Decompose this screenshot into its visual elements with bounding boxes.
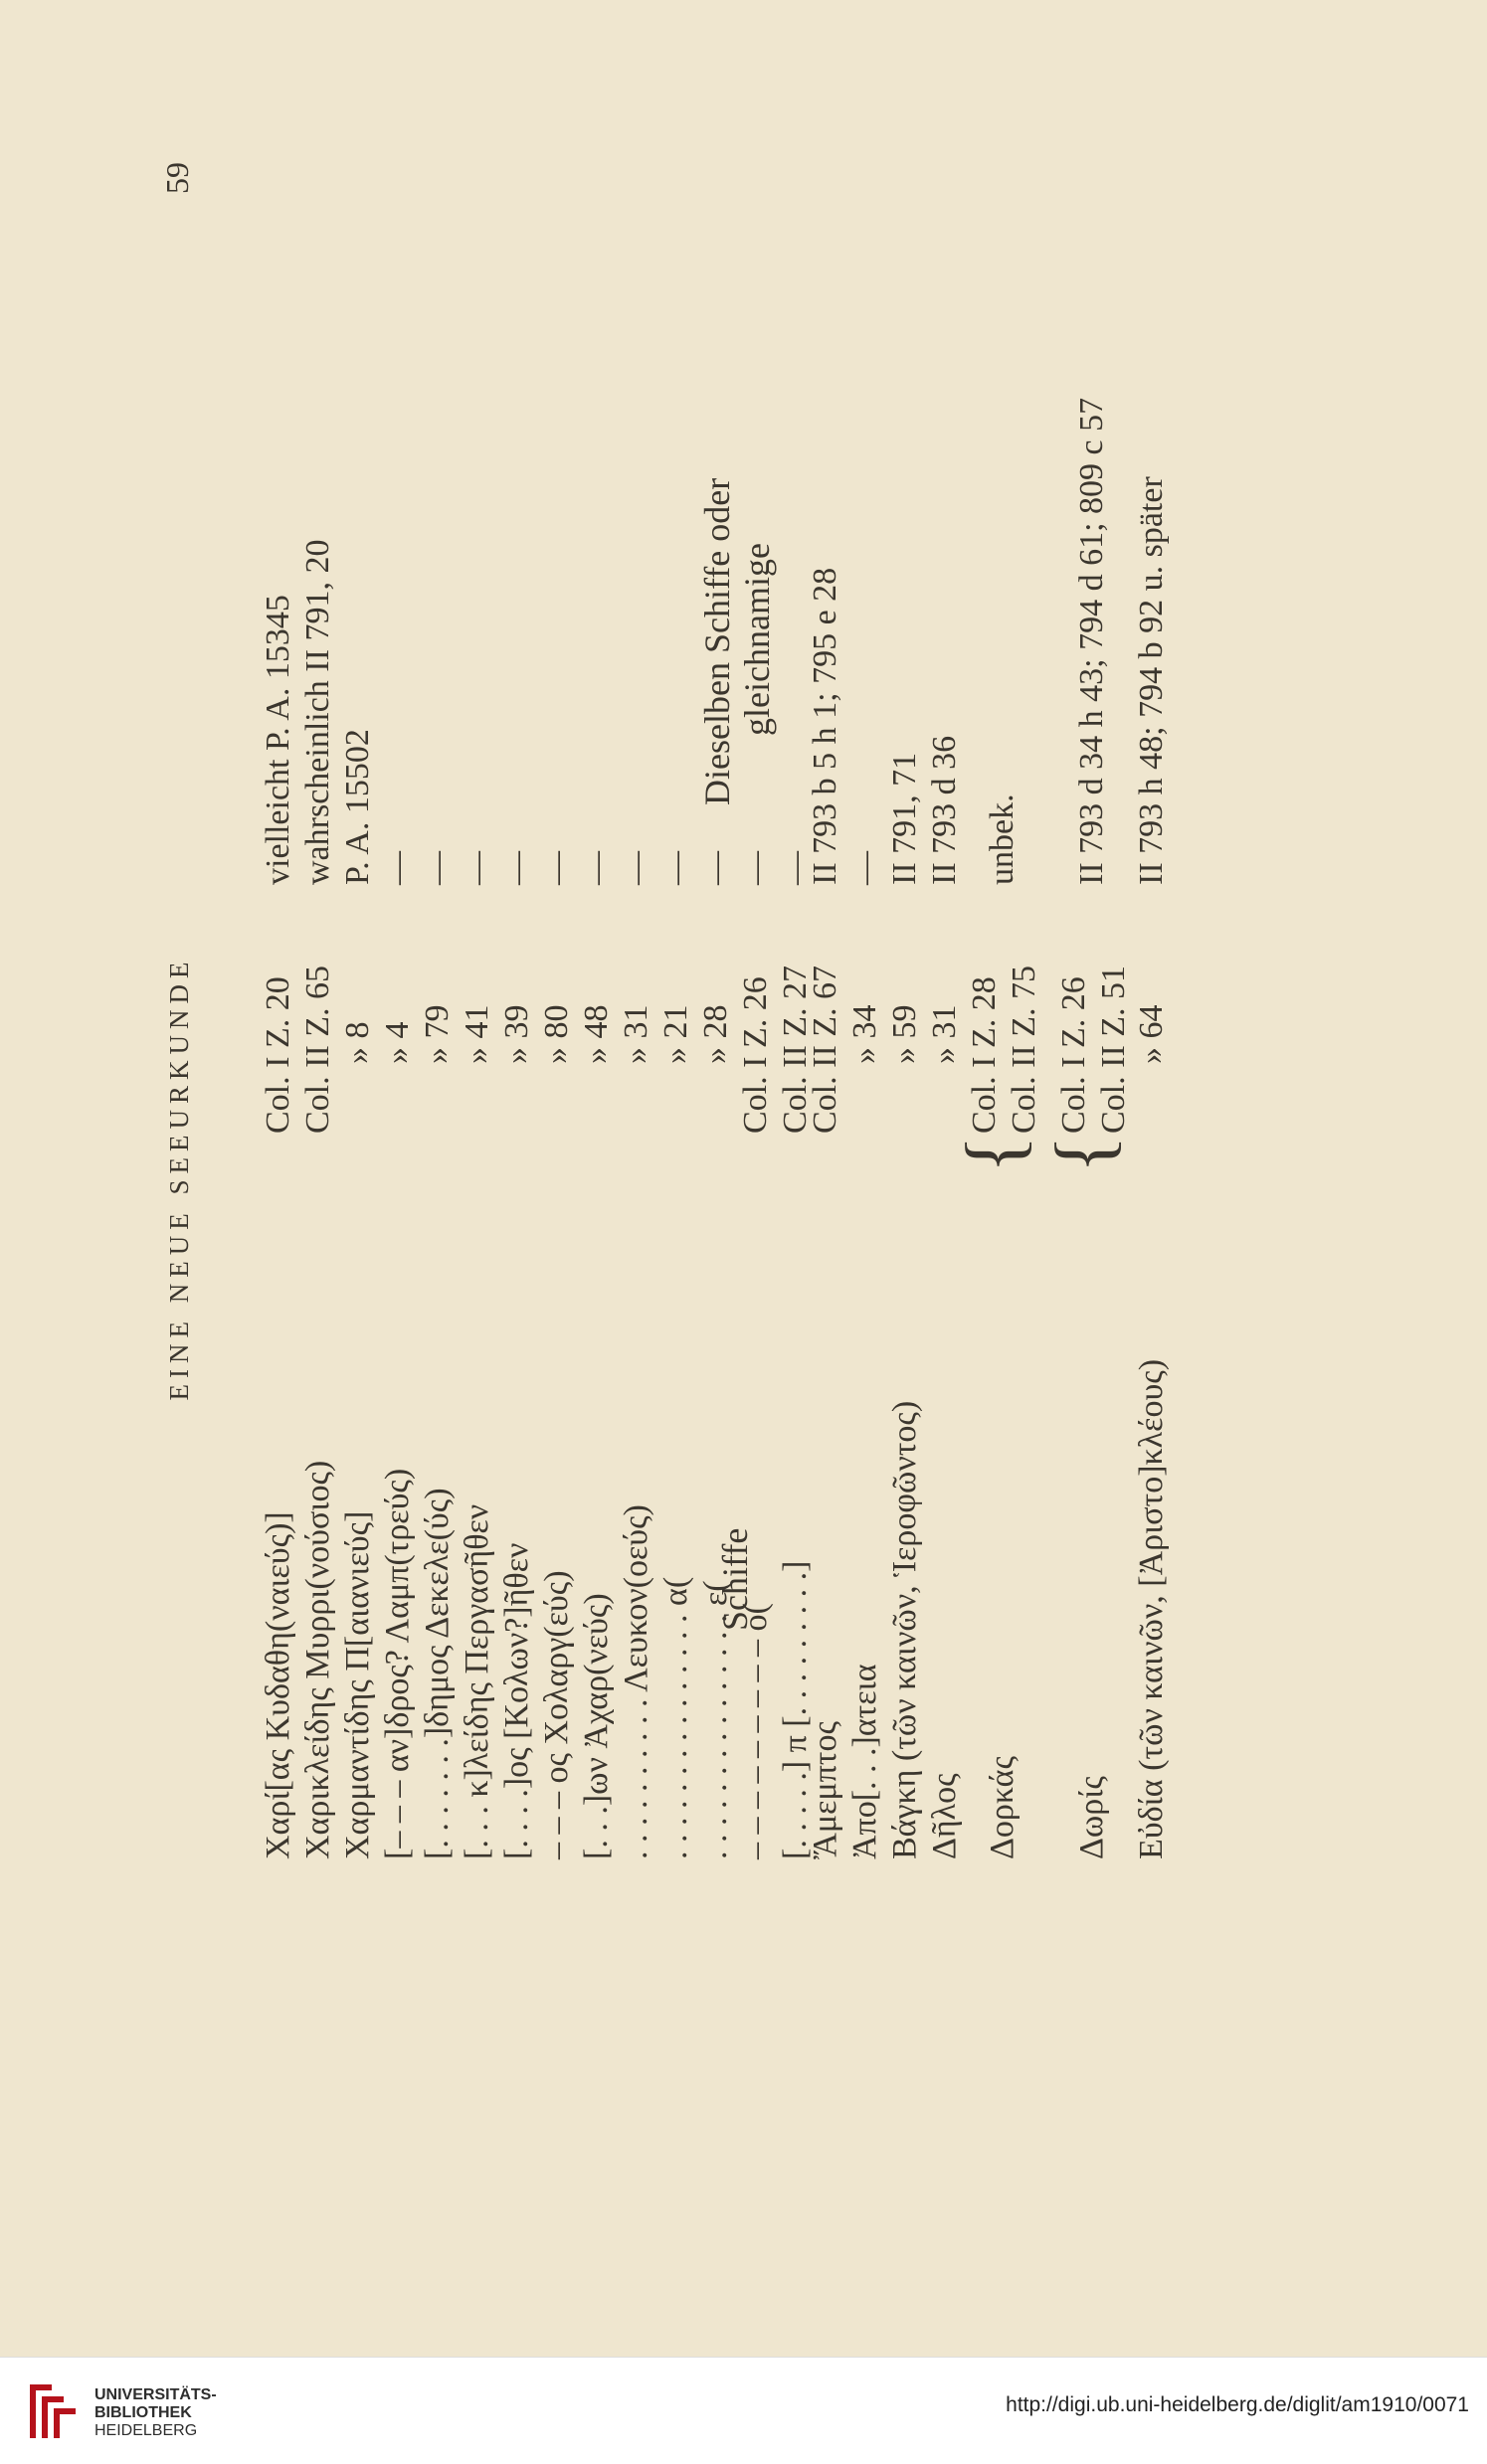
ref-cell: » 21 — [657, 1004, 694, 1064]
ref-cell: » 31 — [926, 1004, 963, 1064]
note-cell: — — [846, 851, 883, 885]
running-title: EINE NEUE SEEURKUNDE — [164, 956, 194, 1401]
section-heading-schiffe: Schiffe — [715, 1527, 755, 1631]
note-cell: — — [697, 851, 734, 885]
name-cell: Χαρμαντίδης Π[αιανιεύς] — [339, 1510, 376, 1859]
ref-cell: Col. I Z. 26 — [737, 976, 774, 1134]
ref-cell: » 8 — [339, 1021, 376, 1064]
note-cell: II 791, 71 — [886, 752, 923, 885]
name-cell: Δωρίς — [1073, 1776, 1110, 1859]
name-cell: [. . . . .] π [. . . . . . . . .] — [777, 1560, 814, 1859]
ref-cell: » 31 — [618, 1004, 654, 1064]
note-cell: — — [419, 851, 456, 885]
brace-icon: { — [1040, 1135, 1128, 1173]
note-cell: II 793 h 48; 794 b 92 u. später — [1133, 476, 1170, 885]
name-cell: Χαρί[ας Κυδαθη(ναιεύς)] — [260, 1511, 296, 1859]
logo-line: UNIVERSITÄTS- — [94, 2386, 217, 2403]
logo-line: BIBLIOTHEK — [94, 2404, 192, 2421]
name-cell: – – – – – – – – – ο( — [737, 1603, 774, 1859]
note-cell: P. A. 15502 — [339, 729, 376, 885]
library-logo-text — [94, 2386, 217, 2440]
source-url-link[interactable]: http://digi.ub.uni-heidelberg.de/diglit/am1910/0071 — [1006, 2393, 1469, 2416]
name-cell: [. . . . . . .]δημος Δεκελε(ύς) — [419, 1488, 456, 1859]
name-cell: Εὐδία (τῶν καινῶν, [Ἀριστο]κλέους) — [1133, 1358, 1170, 1859]
ref-cell: Col. I Z. 26 — [1055, 976, 1092, 1134]
name-cell: . . . . . . . . . . . . . . . ε( — [697, 1580, 734, 1859]
note-cell: — — [498, 851, 535, 885]
name-cell: Ἄμεμπτος — [807, 1721, 843, 1859]
ref-cell: Col. II Z. 75 — [1006, 965, 1042, 1134]
name-cell: Δορκάς — [984, 1756, 1021, 1859]
name-cell: [. . .]ων Ἀχαρ(νεύς) — [578, 1593, 615, 1859]
name-cell: Δῆλος — [926, 1773, 963, 1859]
section-heading-gleichnamige: gleichnamige — [737, 543, 777, 736]
logo-line: HEIDELBERG — [94, 2422, 198, 2439]
ref-cell: » 64 — [1133, 1004, 1170, 1064]
ref-cell: Col. II Z. 67 — [807, 965, 843, 1134]
name-cell: . . . . . . . . . . . . . . . α( — [657, 1576, 694, 1859]
note-cell: — — [777, 851, 814, 885]
name-cell: [. . . κ]λείδης Περγασῆθεν — [459, 1503, 495, 1859]
note-cell: II 793 d 36 — [926, 735, 963, 885]
name-cell: – – – ος Χολαργ(εύς) — [538, 1570, 575, 1859]
ref-cell: » 79 — [419, 1004, 456, 1064]
ref-cell: » 28 — [697, 1004, 734, 1064]
ref-cell: Col. I Z. 20 — [260, 976, 296, 1134]
note-cell: vielleicht P. A. 15345 — [260, 595, 296, 885]
name-cell: Βάγκη (τῶν καινῶν, Ἱεροφῶντος) — [886, 1400, 923, 1859]
name-cell: . . . . . . . . . . Λευκον(οεύς) — [618, 1504, 654, 1859]
note-cell: — — [618, 851, 654, 885]
brace-icon: { — [951, 1135, 1038, 1173]
ref-cell: » 41 — [459, 1004, 495, 1064]
note-cell: — — [737, 851, 774, 885]
page-number: 59 — [159, 162, 195, 194]
ref-cell: » 4 — [379, 1021, 416, 1064]
name-cell: Ἀπο[. . .]ατεια — [846, 1664, 883, 1859]
note-cell: — — [459, 851, 495, 885]
note-cell: — — [657, 851, 694, 885]
note-cell: wahrscheinlich II 791, 20 — [299, 539, 336, 885]
note-cell: — — [578, 851, 615, 885]
ref-cell: » 48 — [578, 1004, 615, 1064]
name-cell: Χαρικλείδης Μυρρι(νούσιος) — [299, 1460, 336, 1859]
note-cell: II 793 d 34 h 43; 794 d 61; 809 c 57 — [1073, 397, 1110, 885]
section-heading-dieselben: Dieselben Schiffe oder — [697, 477, 737, 805]
ref-cell: » 80 — [538, 1004, 575, 1064]
name-cell: [– – – αν]δρος? Λαμπ(τρεύς) — [379, 1468, 416, 1859]
university-logo-icon — [22, 2376, 84, 2446]
ref-cell: Col. II Z. 65 — [299, 965, 336, 1134]
name-cell: [. . . .]ος [Κολων?]ῆθεν — [498, 1542, 535, 1859]
ref-cell: Col. II Z. 27 — [777, 965, 814, 1134]
ref-cell: Col. I Z. 28 — [966, 976, 1003, 1134]
ref-cell: Col. II Z. 51 — [1095, 965, 1132, 1134]
note-cell: unbek. — [984, 793, 1021, 885]
note-cell: — — [538, 851, 575, 885]
note-cell: II 793 b 5 h 1; 795 e 28 — [807, 567, 843, 885]
ref-cell: » 34 — [846, 1004, 883, 1064]
ref-cell: » 39 — [498, 1004, 535, 1064]
note-cell: — — [379, 851, 416, 885]
ref-cell: » 59 — [886, 1004, 923, 1064]
